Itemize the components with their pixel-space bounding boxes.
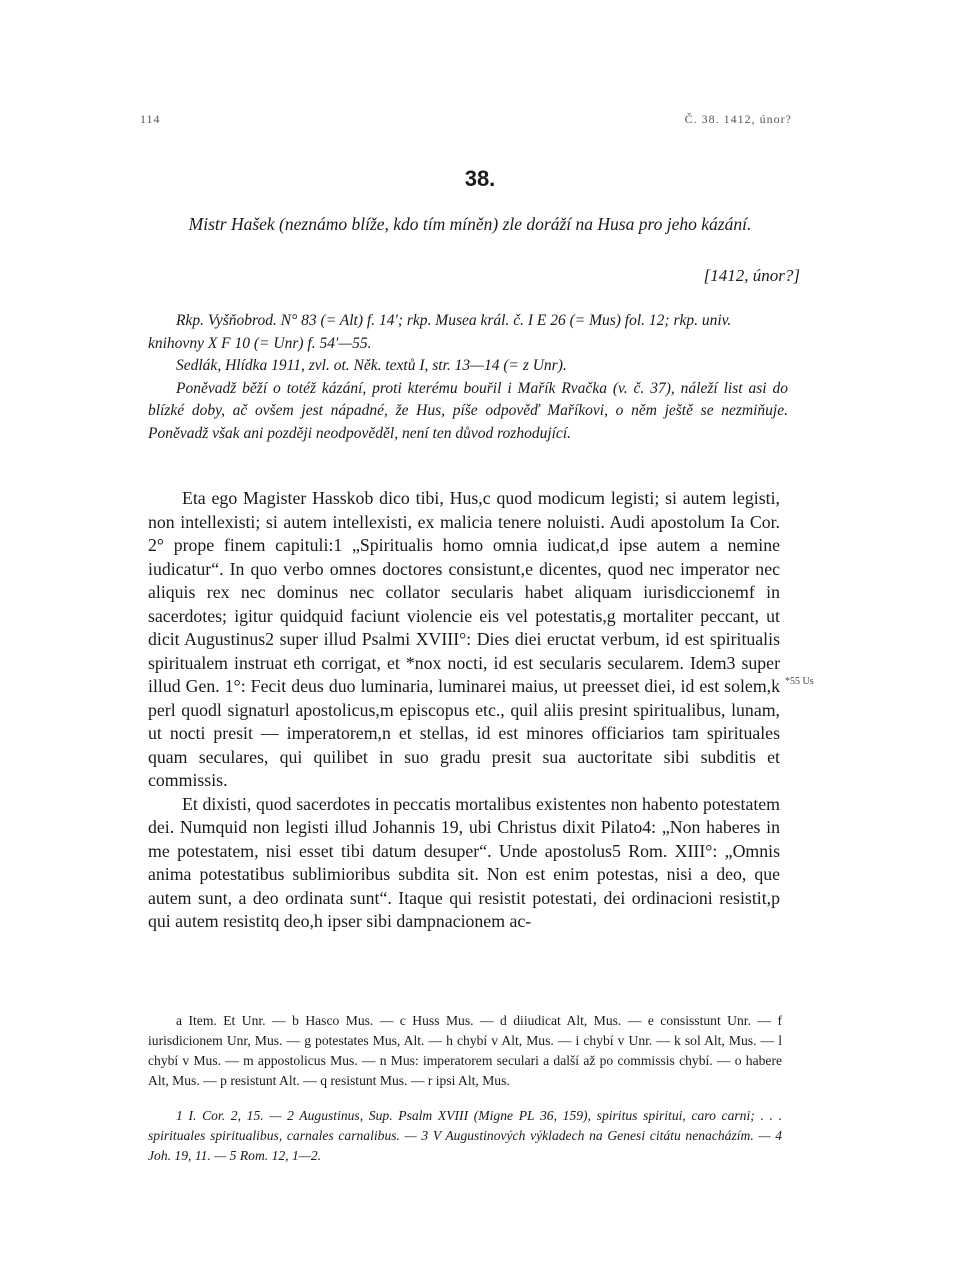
manuscript-sources: Rkp. Vyšňobrod. N° 83 (= Alt) f. 14′; rkp. Musea král. č. I E 26 (= Mus) fol. 12; rkp. univ. knihovny X F 10 (= Unr) f. 54′—55. bbox=[148, 312, 732, 352]
textual-variants-footnotes bbox=[148, 1011, 782, 1091]
editorial-note: Poněvadž běží o totéž kázání, proti kterému bouřil i Mařík Rvačka (v. č. 37), náleží list asi do blízké doby, ač ovšem jest nápadné, že Hus, píše odpověď Maříkovi, o něm ještě se nezmiňuje. Poněvadž však ani později neodpověděl, není ten důvod rozhodující. bbox=[148, 379, 788, 442]
document-date: [1412, únor?] bbox=[703, 266, 800, 285]
critical-apparatus bbox=[148, 310, 788, 445]
running-title: Č. 38. 1412, únor? bbox=[684, 112, 792, 126]
latin-text bbox=[148, 487, 780, 934]
page-number: 114 bbox=[140, 112, 161, 126]
document-title: Mistr Hašek (neznámo blíže, kdo tím míněn) zle doráží na Husa pro jeho kázání. bbox=[188, 214, 752, 234]
body-paragraph: Et dixisti, quod sacerdotes in peccatis mortalibus existentes non habento potestatem dei. Numquid non legisti illud Johannis 19, ubi Christus dixit Pilato4: „Non haberes in me potestatem, nisi esset tibi datum desuper“. Unde apostolus5 Rom. XIII°: „Omnis anima potestatibus sublimioribus subdita sit. Non est enim potestas, nisi a deo, que autem sunt, a deo ordinata sunt“. Itaque qui resistit potestati, dei ordinacioni resistit,p qui autem resistitq deo,h ipser sibi dampnacionem ac- bbox=[148, 793, 780, 931]
body-paragraph: Eta ego Magister Hasskob dico tibi, Hus,c quod modicum legisti; si autem legisti, non intellexisti; si autem intellexisti, ex malicia tenere noluisti. Audi apostolum Ia Cor. 2° prope finem capituli:1 „Spiritualis homo omnia iudicat,d ipse autem a nemine iudicatur“. In quo verbo omnes doctores consistunt,e dicentes, quod nec imperator nec aliquis rex nec dominus nec collator secularis habet aliquam iurisdiccionemf in sacerdotes; igitur quidquid faciunt violencie eis vel potestatis,g mortaliter peccant, ut dicit Augustinus2 super illud Psalmi XVIII°: Dies diei eructat verbum, id est spiritualis spiritualem instruat eth corrigat, et *nox nocti, id est secularis secularem. Idem3 super illud Gen. 1°: Fecit deus duo luminaria, luminarei maius, ut preesset diei, id est solem,k perl quodl signaturl apostolicus,m episcopus etc., quil aliis presint spiritualibus, lunam, ut nocti presit — imperatorem,n et stellas, id est minores officiarios tam spirituales quam seculares, qui quilibet in suo gradu presit sua auctoritate sibi subditis et commissis. bbox=[148, 488, 780, 790]
sources-text: 1 I. Cor. 2, 15. — 2 Augustinus, Sup. Psalm XVIII (Migne PL 36, 159), spiritus spiritui, caro carni; . . . spirituales spiritualibus, carnales carnalibus. — 3 V Augustinových výkladech na Genesi citátu nenacházím. — 4 Joh. 19, 11. — 5 Rom. 12, 1—2. bbox=[148, 1108, 782, 1163]
document-number: 38. bbox=[464, 166, 496, 191]
running-header bbox=[140, 112, 792, 127]
margin-folio-note: *55 Us bbox=[785, 676, 814, 687]
variants-text: a Item. Et Unr. — b Hasco Mus. — c Huss Mus. — d diiudicat Alt, Mus. — e consisstunt Unr. — f iurisdicionem Unr, Mus. — g potestates Mus, Alt. — h chybí v Alt, Mus. — i chybí v Unr. — k sol Alt, Mus. — l chybí v Mus. — m appostolicus Mus. — n Mus: imperatorem seculari a další až po commissis chybí. — o habere Alt, Mus. — p resistunt Alt. — q resistunt Mus. — r ipsi Alt, Mus. bbox=[148, 1013, 782, 1088]
literature-reference: Sedlák, Hlídka 1911, zvl. ot. Něk. textů I, str. 13—14 (= z Unr). bbox=[176, 357, 567, 374]
source-footnotes bbox=[148, 1106, 782, 1166]
